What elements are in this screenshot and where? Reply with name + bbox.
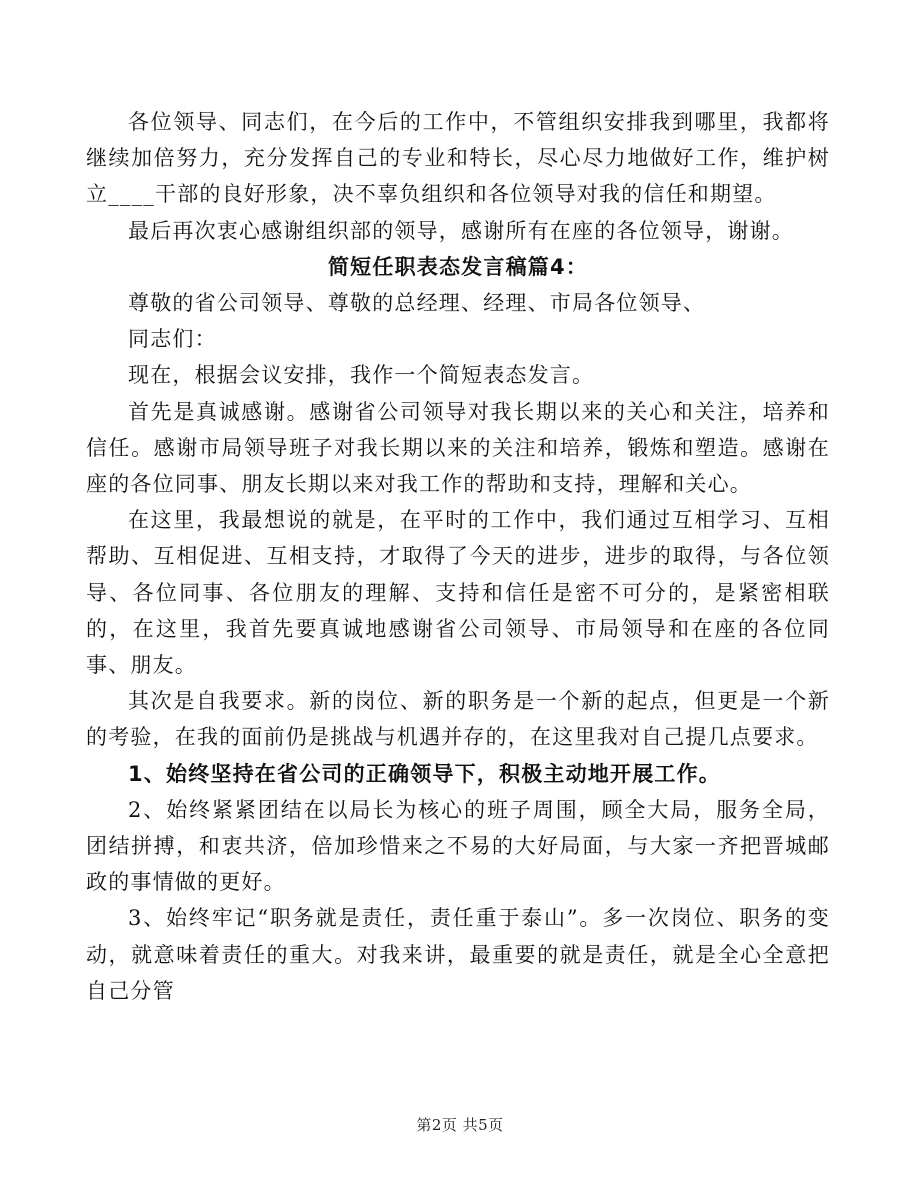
- paragraph-teamwork: 在这里，我最想说的就是，在平时的工作中，我们通过互相学习、互相帮助、互相促进、互相支持，才取得了今天的进步，进步的取得，与各位领导、各位同事、各位朋友的理解、支持和信任是密不可分的，是紧密相联的，在这里，我首先要真诚地感谢省公司领导、市局领导和在座的各位同事、朋友。: [86, 508, 830, 678]
- paragraph-gratitude: 首先是真诚感谢。感谢省公司领导对我长期以来的关心和关注，培养和信任。感谢市局领导班子对我长期以来的关注和培养，锻炼和塑造。感谢在座的各位同事、朋友长期以来对我工作的帮助和支持，理解和关心。: [86, 399, 830, 497]
- section-heading: 简短任职表态发言稿篇4：: [327, 254, 588, 279]
- salutation-line: 尊敬的省公司领导、尊敬的总经理、经理、市局各位领导、: [128, 291, 706, 316]
- salutation-comrades: 同志们：: [128, 327, 217, 352]
- requirement-item-2: 2、始终紧紧团结在以局长为核心的班子周围，顾全大局，服务全局，团结拼搏，和衷共济，倍加珍惜来之不易的大好局面，与大家一齐把晋城邮政的事情做的更好。: [86, 797, 830, 895]
- paragraph-intro: 现在，根据会议安排，我作一个简短表态发言。: [128, 363, 595, 388]
- paragraph-self-requirements: 其次是自我要求。新的岗位、新的职务是一个新的起点，但更是一个新的考验，在我的面前仍是挑战与机遇并存的，在这里我对自己提几点要求。: [86, 689, 830, 750]
- paragraph-thanks: 最后再次衷心感谢组织部的领导，感谢所有在座的各位领导，谢谢。: [128, 218, 794, 243]
- requirement-item-1: 1、始终坚持在省公司的正确领导下，积极主动地开展工作。: [128, 761, 722, 786]
- page-number-footer: 第2页 共5页: [416, 1116, 504, 1134]
- document-body: [86, 104, 830, 1009]
- requirement-item-3: 3、始终牢记“职务就是责任，责任重于泰山”。多一次岗位、职务的变动，就意味着责任的重大。对我来讲，最重要的就是责任，就是全心全意把自己分管: [86, 906, 830, 1003]
- paragraph-closing-commitment: 各位领导、同志们，在今后的工作中，不管组织安排我到哪里，我都将继续加倍努力，充分发挥自己的专业和特长，尽心尽力地做好工作，维护树立____干部的良好形象，决不辜负组织和各位领导对我的信任和期望。: [86, 110, 830, 207]
